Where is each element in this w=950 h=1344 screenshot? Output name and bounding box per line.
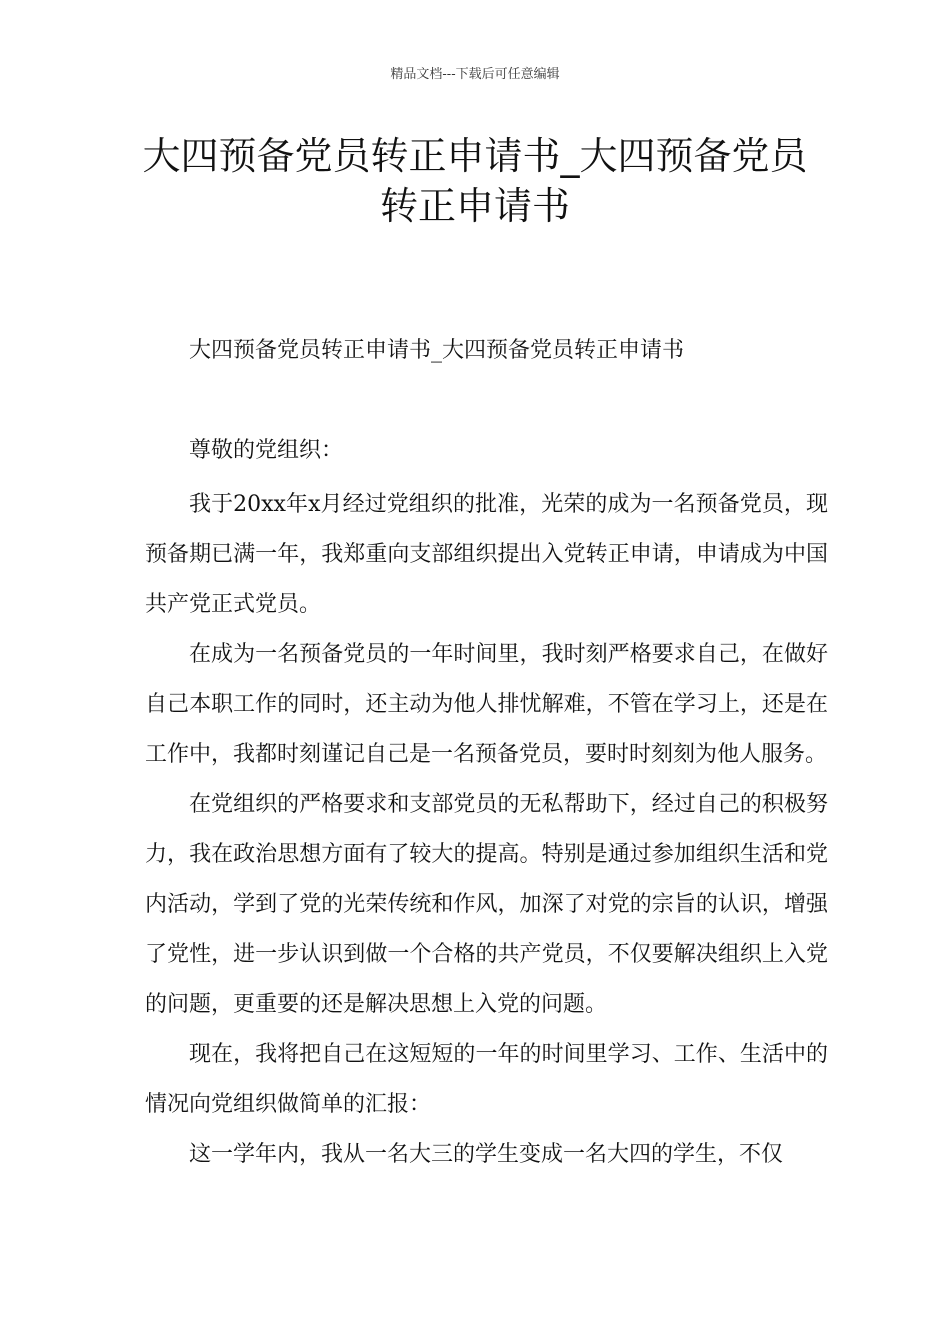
paragraph: 在成为一名预备党员的一年时间里，我时刻严格要求自己，在做好自己本职工作的同时，还主动为他人排忧解难，不管在学习上，还是在工作中，我都时刻谨记自己是一名预备党员，要时时刻刻为他人服务。 [145, 642, 828, 767]
document-title: 大四预备党员转正申请书_大四预备党员转正申请书 [142, 134, 808, 228]
paragraph: 我于20xx年x月经过党组织的批准，光荣的成为一名预备党员，现预备期已满一年，我郑重向支部组织提出入党转正申请，申请成为中国共产党正式党员。 [145, 492, 828, 617]
header-note: 精品文档---下载后可任意编辑 [390, 67, 560, 82]
body-paragraphs [145, 480, 828, 1180]
paragraph: 现在，我将把自己在这短短的一年的时间里学习、工作、生活中的情况向党组织做简单的汇报： [145, 1042, 828, 1117]
salutation: 尊敬的党组织： [189, 438, 344, 463]
document-subtitle: 大四预备党员转正申请书_大四预备党员转正申请书 [189, 338, 685, 363]
paragraph: 在党组织的严格要求和支部党员的无私帮助下，经过自己的积极努力，我在政治思想方面有了较大的提高。特别是通过参加组织生活和党内活动，学到了党的光荣传统和作风，加深了对党的宗旨的认识，增强了党性，进一步认识到做一个合格的共产党员，不仅要解决组织上入党的问题，更重要的还是解决思想上入党的问题。 [145, 792, 828, 1017]
paragraph: 这一学年内，我从一名大三的学生变成一名大四的学生，不仅 [189, 1142, 784, 1167]
